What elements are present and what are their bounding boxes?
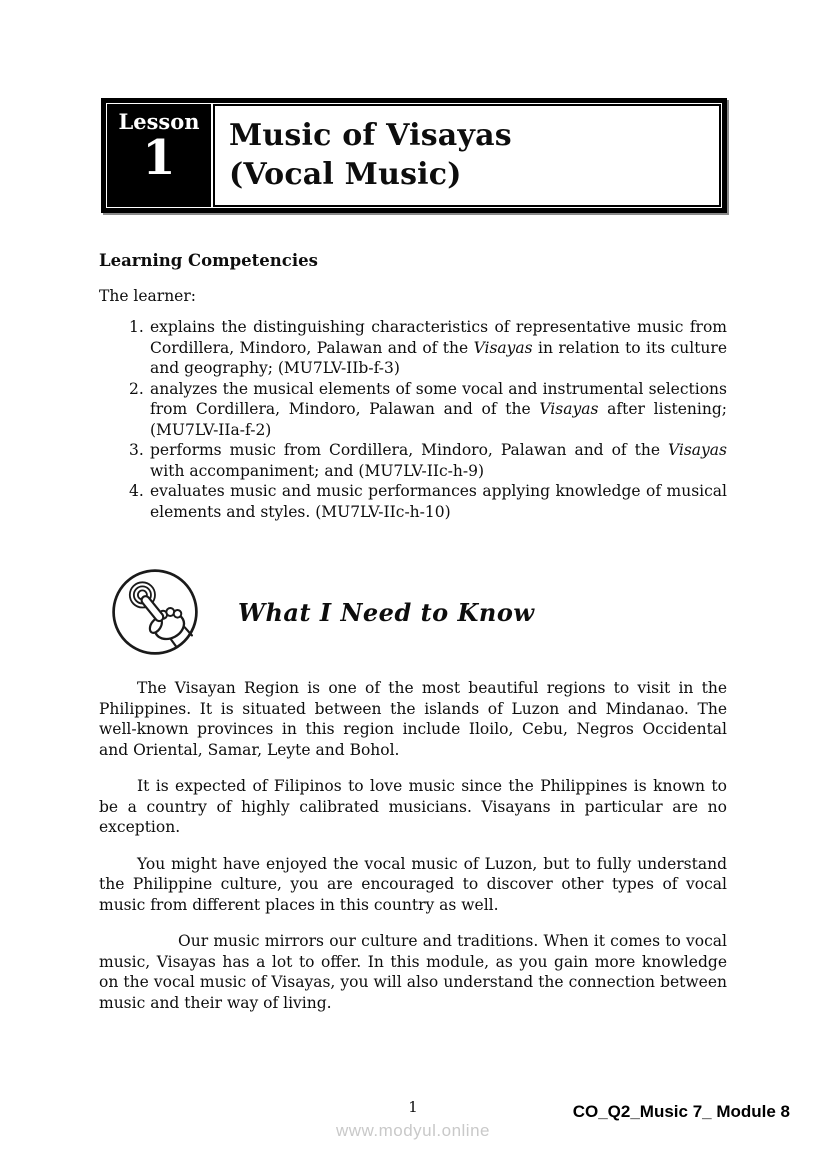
tap-gesture-icon (110, 567, 200, 657)
watermark: www.modyul.online (335, 1121, 490, 1140)
page-number: 1 (408, 1098, 418, 1116)
competencies-list (129, 317, 727, 522)
list-number: 2. (129, 379, 144, 398)
section-title: What I Need to Know (238, 597, 535, 627)
intro-text (99, 678, 727, 1013)
list-number: 4. (129, 482, 144, 500)
lesson-badge (107, 104, 211, 207)
competency-item-3: 3. performs music from Cordillera, Mindoro, Palawan and of the Visayas with accompaniment; and (MU7LV-IIc-h-9) (129, 441, 727, 480)
intro-paragraph-4: Our music mirrors our culture and traditions. When it comes to vocal music, Visayas has a lot to offer. In this module, as you gain more knowledge on the vocal music of Visayas, you will also understand the connection between music and their way of living. (99, 932, 727, 1012)
intro-paragraph-3: You might have enjoyed the vocal music of Luzon, but to fully understand the Philippine culture, you are encouraged to discover other types of vocal music from different places in this country as well. (99, 854, 727, 914)
competency-item-2: 2. analyzes the musical elements of some vocal and instrumental selections from Cordillera, Mindoro, Palawan and of the Visayas after listening; (MU7LV-IIa-f-2) (129, 379, 727, 439)
competencies-heading: Learning Competencies (99, 251, 318, 270)
module-code: CO_Q2_Music 7_ Module 8 (572, 1102, 790, 1121)
intro-paragraph-2: It is expected of Filipinos to love music since the Philippines is known to be a country of highly calibrated musicians. Visayans in particular are no exception. (99, 777, 727, 836)
lesson-title-line2: (Vocal Music) (229, 156, 462, 192)
learner-lead: The learner: (99, 287, 196, 305)
lesson-title-box (213, 104, 721, 207)
intro-paragraph-1: The Visayan Region is one of the most beautiful regions to visit in the Philippines. It is situated between the islands of Luzon and Mindanao. The well-known provinces in this region include Iloilo, Cebu, Negros Occidental and Oriental, Samar, Leyte and Bohol. (99, 679, 727, 759)
competency-item-4: 4. evaluates music and music performances applying knowledge of musical elements and styles. (MU7LV-IIc-h-10) (129, 482, 727, 521)
competency-item-1: 1. explains the distinguishing characteristics of representative music from Cordillera, Mindoro, Palawan and of the Visayas in relation to its culture and geography; (MU7LV-IIb-f-3) (129, 318, 727, 377)
lesson-number: 1 (142, 130, 176, 187)
lesson-banner (101, 98, 727, 213)
lesson-label: Lesson (118, 109, 200, 134)
section-header (110, 567, 727, 657)
list-number: 1. (129, 318, 144, 336)
list-number: 3. (129, 441, 144, 459)
lesson-title (229, 117, 512, 194)
lesson-title-line1: Music of Visayas (229, 118, 512, 154)
